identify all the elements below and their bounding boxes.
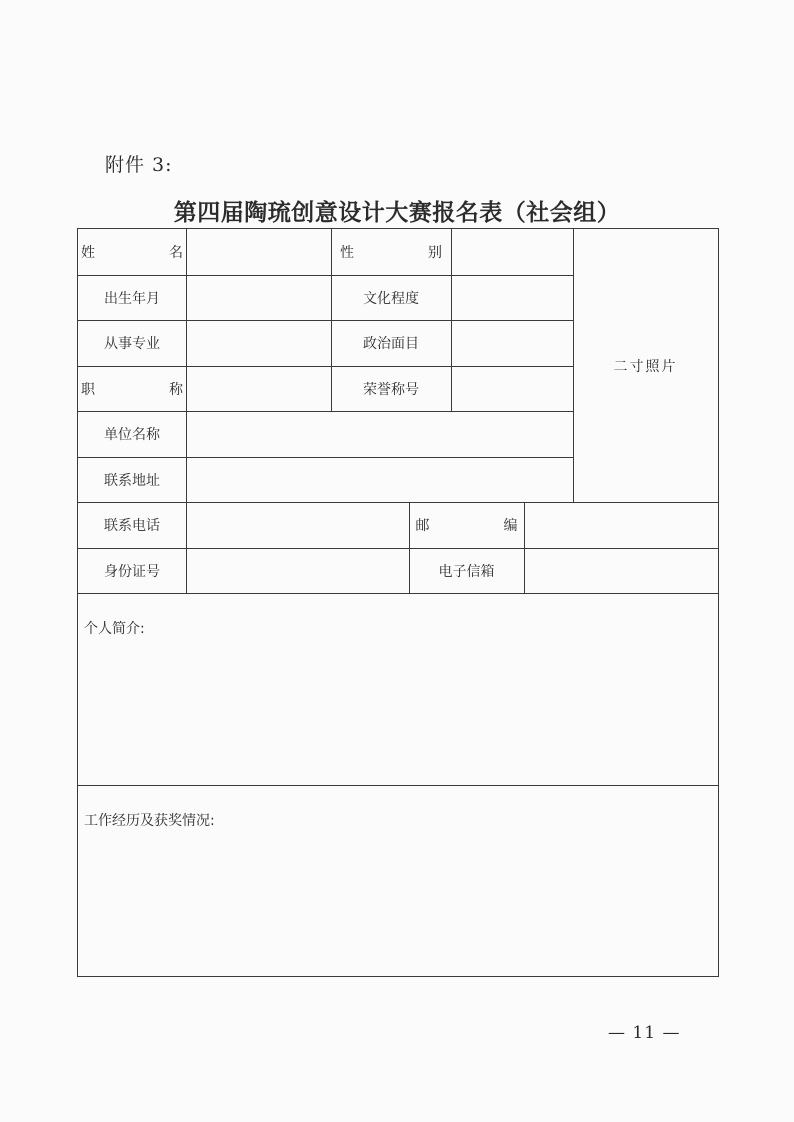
label-gender: 性 别 — [340, 245, 472, 261]
label-political: 政治面目 — [363, 336, 419, 352]
label-address: 联系地址 — [104, 472, 160, 489]
experience-field[interactable] — [78, 785, 718, 975]
postcode-field[interactable] — [524, 502, 718, 548]
label-profession: 从事专业 — [104, 336, 160, 352]
label-education: 文化程度 — [363, 290, 419, 307]
job-title-field[interactable] — [186, 366, 331, 411]
organization-field[interactable] — [186, 411, 573, 457]
label-name: 姓 名 — [81, 245, 213, 261]
profession-field[interactable] — [186, 320, 331, 366]
name-field[interactable] — [186, 229, 331, 275]
id-number-field[interactable] — [186, 548, 409, 593]
label-birth: 出生年月 — [104, 290, 160, 307]
label-id-number: 身份证号 — [104, 563, 160, 580]
registration-form-table — [77, 228, 719, 977]
page-number: — 11 — — [608, 1023, 681, 1043]
birth-field[interactable] — [186, 275, 331, 320]
label-honor: 荣誉称号 — [363, 381, 419, 398]
attachment-label: 附件 3: — [105, 154, 173, 176]
email-field[interactable] — [524, 548, 718, 593]
label-organization: 单位名称 — [104, 427, 160, 443]
bio-label: 个人简介: — [84, 621, 145, 637]
phone-field[interactable] — [186, 502, 409, 548]
form-title: 第四届陶琉创意设计大赛报名表（社会组） — [173, 199, 621, 226]
bio-field[interactable] — [78, 593, 718, 785]
label-phone: 联系电话 — [104, 518, 160, 534]
photo-box: 二寸照片 — [613, 358, 678, 375]
education-field[interactable] — [451, 275, 573, 320]
address-field[interactable] — [186, 457, 573, 502]
political-field[interactable] — [451, 320, 573, 366]
honor-field[interactable] — [451, 366, 573, 411]
label-postcode: 邮 编 — [415, 518, 548, 534]
label-email: 电子信箱 — [438, 563, 495, 580]
gender-field[interactable] — [451, 229, 573, 275]
experience-label: 工作经历及获奖情况: — [84, 813, 215, 829]
label-job-title: 职 称 — [81, 381, 213, 398]
